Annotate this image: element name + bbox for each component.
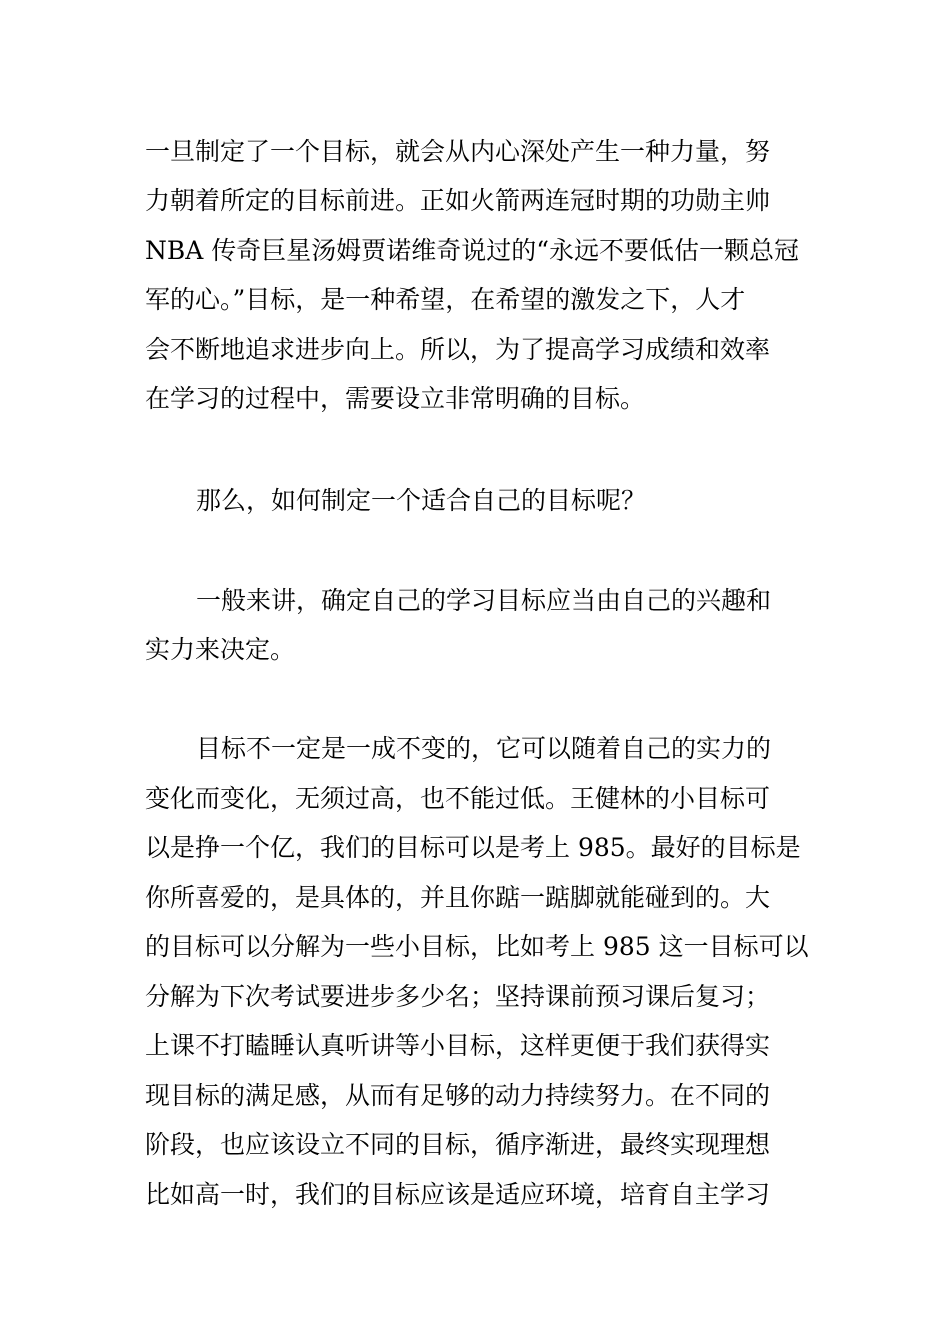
paragraph-1-line-3: NBA 传奇巨星汤姆贾诺维奇说过的“永远不要低估一颗总冠 <box>145 236 800 265</box>
paragraph-2-line-1: 那么，如何制定一个适合自己的目标呢？ <box>196 486 647 515</box>
paragraph-1-line-5: 会不断地追求进步向上。所以，为了提高学习成绩和效率 <box>145 335 771 364</box>
paragraph-4-line-10: 比如高一时，我们的目标应该是适应环境，培育自主学习 <box>145 1180 771 1209</box>
paragraph-4-line-6: 分解为下次考试要进步多少名；坚持课前预习课后复习； <box>145 982 771 1011</box>
paragraph-4-line-5: 的目标可以分解为一些小目标，比如考上 985 这一目标可以 <box>145 932 809 961</box>
paragraph-4-line-3: 以是挣一个亿，我们的目标可以是考上 985。最好的目标是 <box>145 833 801 862</box>
paragraph-4-line-2: 变化而变化，无须过高，也不能过低。王健林的小目标可 <box>145 784 771 813</box>
paragraph-3-line-1: 一般来讲，确定自己的学习目标应当由自己的兴趣和 <box>196 586 772 615</box>
paragraph-1-line-2: 力朝着所定的目标前进。正如火箭两连冠时期的功勋主帅 <box>145 186 771 215</box>
paragraph-4-line-4: 你所喜爱的，是具体的，并且你踮一踮脚就能碰到的。大 <box>145 883 771 912</box>
paragraph-3-line-2: 实力来决定。 <box>145 635 296 664</box>
paragraph-1-line-1: 一旦制定了一个目标，就会从内心深处产生一种力量，努 <box>145 137 771 166</box>
paragraph-1-line-6: 在学习的过程中，需要设立非常明确的目标。 <box>145 384 646 413</box>
paragraph-4-line-9: 阶段，也应该设立不同的目标，循序渐进，最终实现理想 <box>145 1130 771 1159</box>
paragraph-1-line-4: 军的心。”目标，是一种希望，在希望的激发之下，人才 <box>145 285 746 314</box>
paragraph-4-line-7: 上课不打瞌睡认真听讲等小目标，这样更便于我们获得实 <box>145 1031 771 1060</box>
paragraph-4-line-8: 现目标的满足感，从而有足够的动力持续努力。在不同的 <box>145 1081 771 1110</box>
paragraph-4-line-1: 目标不一定是一成不变的，它可以随着自己的实力的 <box>196 734 772 763</box>
